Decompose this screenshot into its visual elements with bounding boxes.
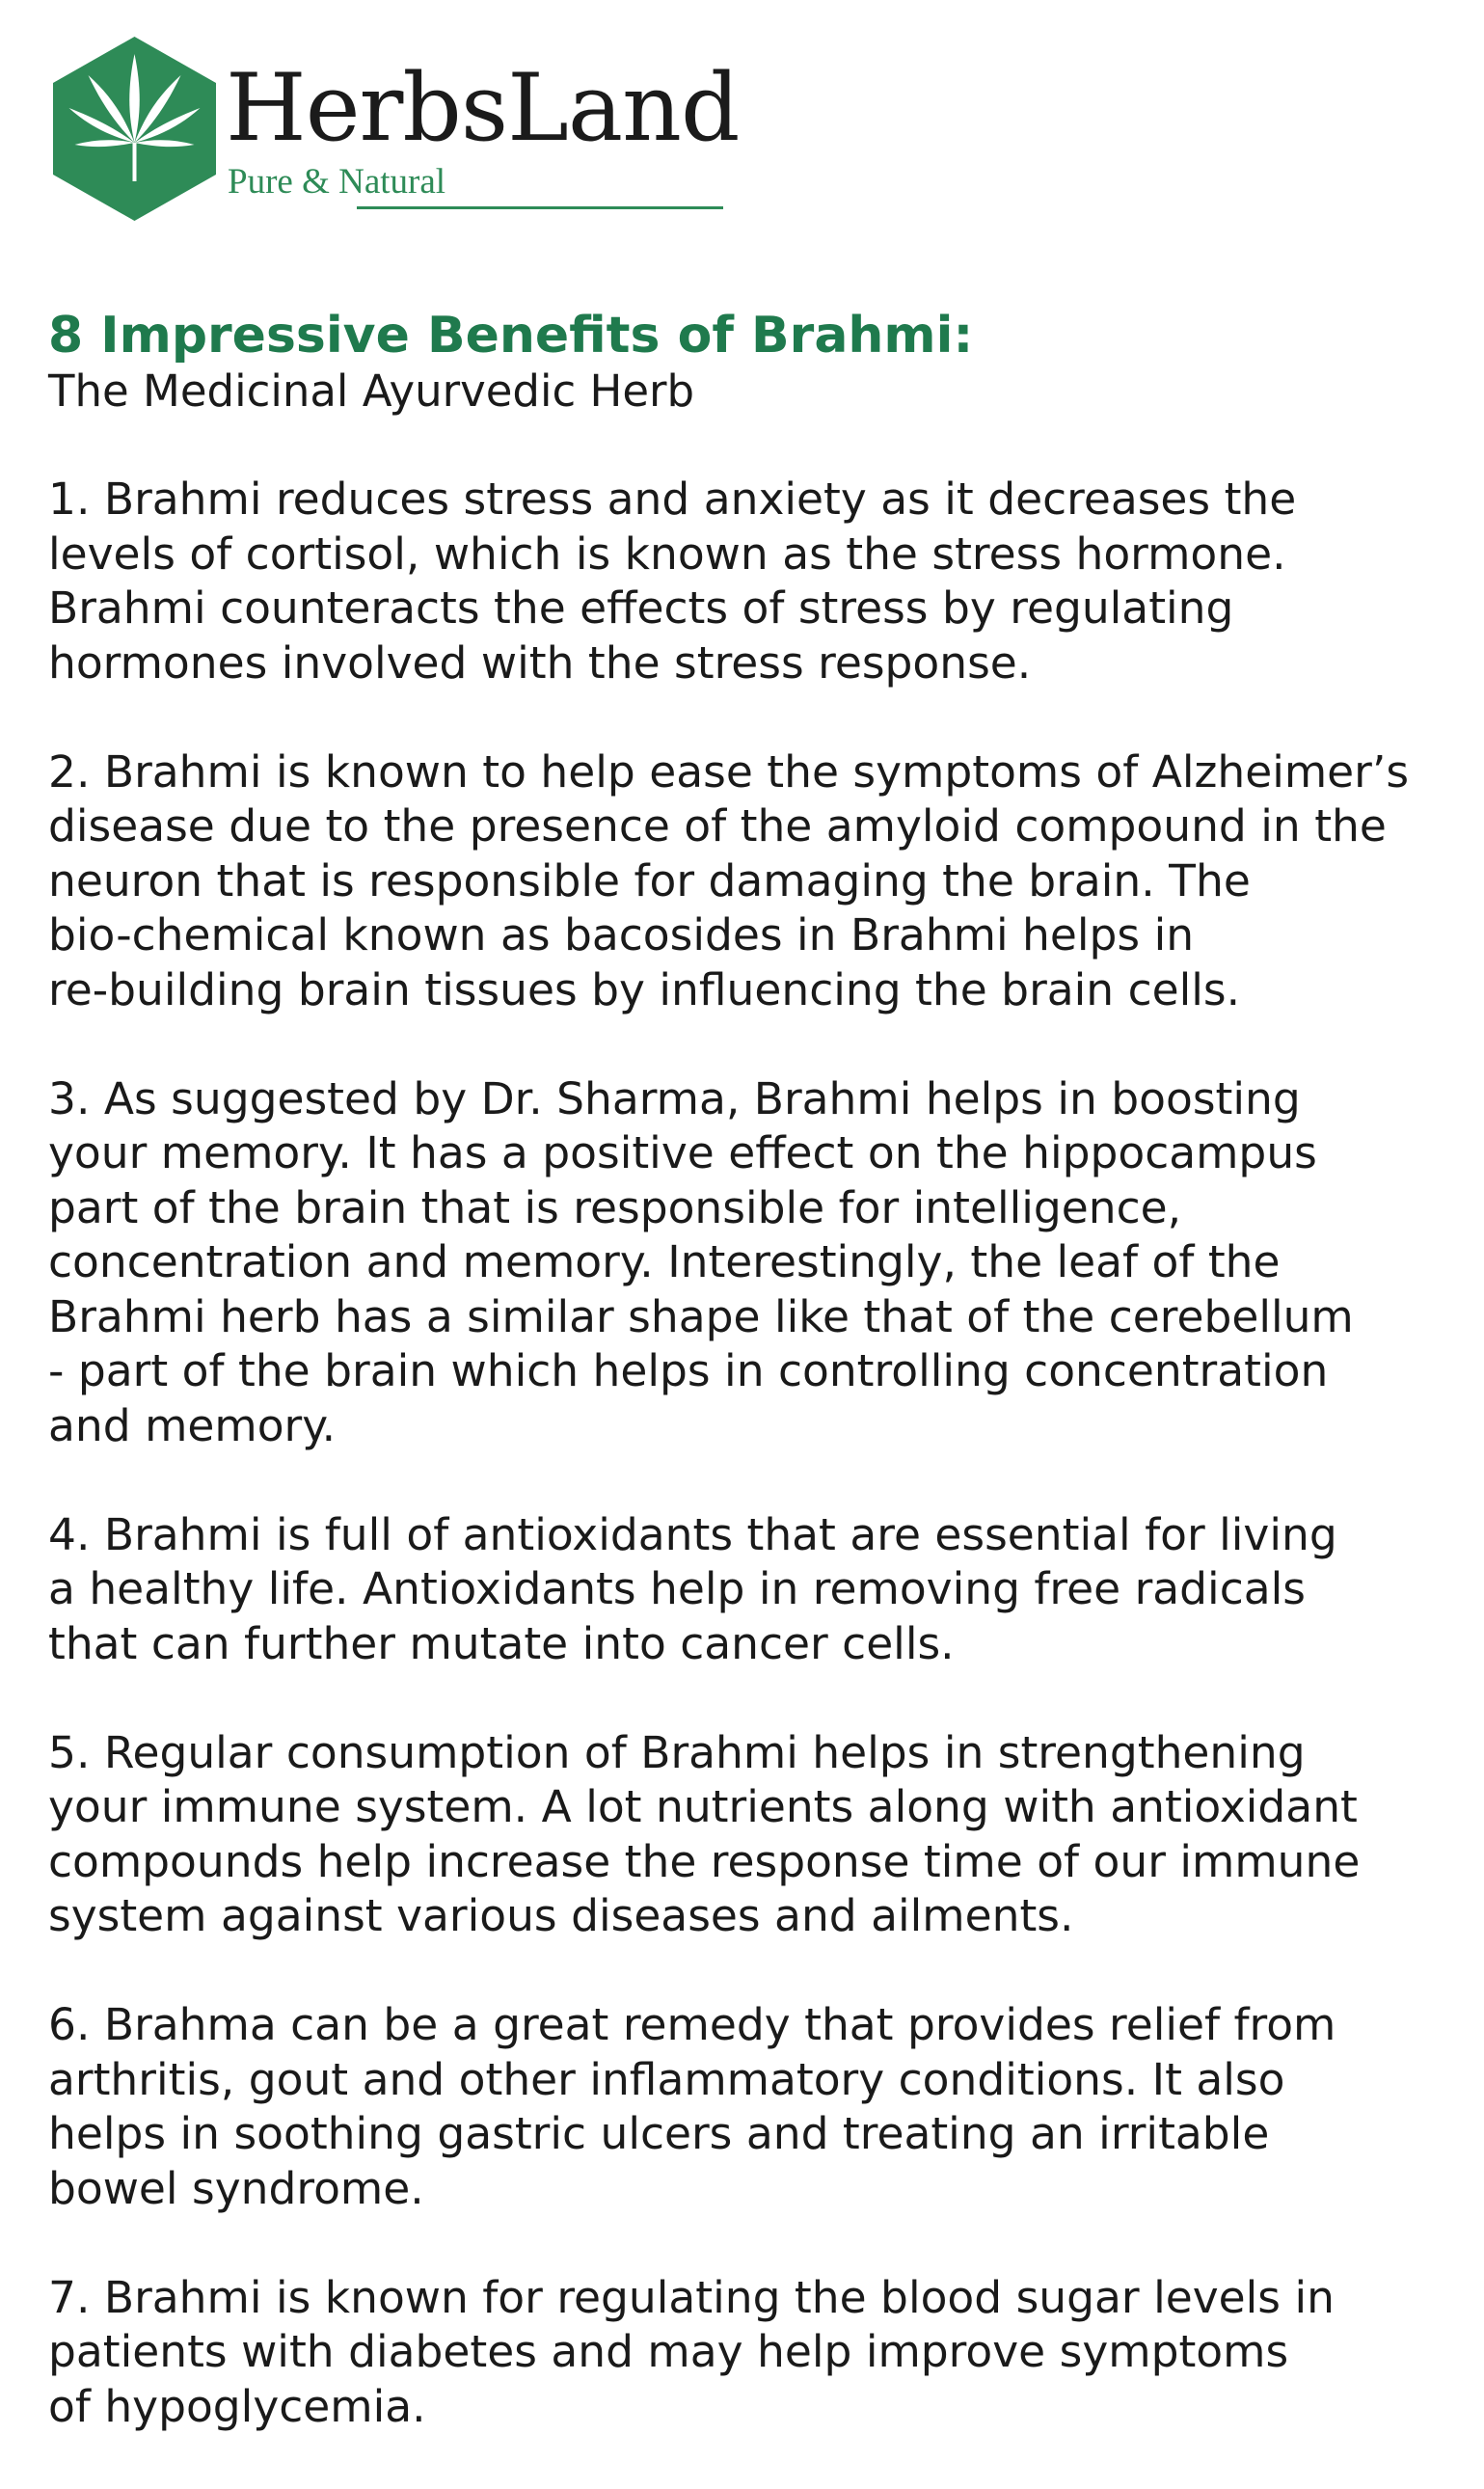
brand-name: HerbsLand <box>226 54 740 162</box>
brand-logo <box>50 35 744 228</box>
article <box>48 307 1466 2489</box>
article-subtitle: The Medicinal Ayurvedic Herb <box>48 365 695 417</box>
benefit-item: 6. Brahma can be a great remedy that provides relief from arthritis, gout and other inflammatory conditions. It also helps in soothing gastric ulcers and treating an irritable bowel syndrome. <box>48 1999 1336 2214</box>
benefit-item: 7. Brahmi is known for regulating the blood sugar levels in patients with diabetes and may help improve symptoms of hypoglycemia. <box>48 2271 1335 2432</box>
benefit-item: 5. Regular consumption of Brahmi helps in strengthening your immune system. A lot nutrients along with antioxidant compounds help increase the response time of our immune system against various diseases and ailments. <box>48 1726 1361 1941</box>
benefit-item: 3. As suggested by Dr. Sharma, Brahmi helps in boosting your memory. It has a positive effect on the hippocampus part of the brain that is responsible for intelligence, concentration and memory. Interestingly, the leaf of the Brahmi herb has a similar shape like that of the cerebellum - part of the brain which helps in controlling concentration and memory. <box>48 1072 1354 1451</box>
brand-tagline: Pure & Natural <box>228 162 446 202</box>
benefit-item: 1. Brahmi reduces stress and anxiety as it decreases the levels of cortisol, which is known as the stress hormone. Brahmi counteracts the effects of stress by regulating hormones involved with the stress response. <box>48 473 1297 689</box>
article-title: 8 Impressive Benefits of Brahmi: <box>48 307 974 365</box>
benefit-item: 4. Brahmi is full of antioxidants that are essential for living a healthy life. Antioxidants help in removing free radicals that can further mutate into cancer cells. <box>48 1508 1337 1669</box>
cannabis-leaf-hexagon-icon <box>50 35 219 223</box>
benefit-item: 2. Brahmi is known to help ease the symptoms of Alzheimer’s disease due to the presence of the amyloid compound in the neuron that is responsible for damaging the brain. The bio-chemical known as bacosides in Brahmi helps in re-building brain tissues by influencing the brain cells. <box>48 745 1410 1015</box>
tagline-underline <box>357 206 723 209</box>
